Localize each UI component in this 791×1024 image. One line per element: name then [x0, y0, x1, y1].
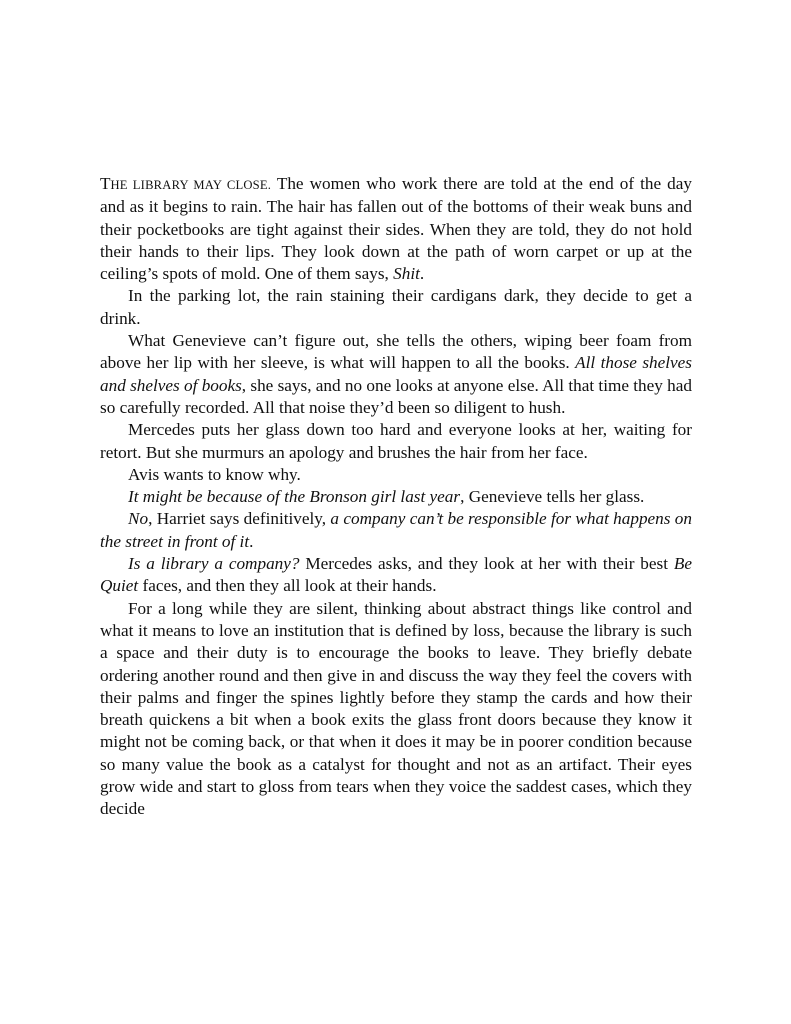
paragraph-text: , she says, and no one looks at anyone else. All that time they had so carefully recorded. All that noise they’d been so diligent to hush.	[100, 375, 692, 417]
opening-cap: T	[100, 174, 111, 193]
paragraph-italic: No	[128, 509, 149, 529]
paragraph-text: , Genevieve tells her glass.	[460, 487, 645, 507]
paragraph-text: For a long while they are silent, thinking about abstract things like control and what it means to love an institution that is defined by loss, because the library is such a space and their duty is to encourage the books to leave. They briefly debate ordering another round and then give in and discuss the way they feel the covers with their palms and finger the spines lightly before they stamp the cards and how their breath quickens a bit when a book exits the glass front doors because they know it might not be coming back, or that when it does it may be in poorer condition because so many value the book as a catalyst for thought and not as an artifact. Their eyes grow wide and start to gloss from tears when they voice the saddest cases, which they decide	[100, 598, 692, 819]
paragraph-library-may-close	[100, 173, 692, 285]
paragraph-bronson-girl	[100, 486, 692, 508]
paragraph-silent-while	[100, 598, 692, 821]
paragraph-text: .	[419, 264, 425, 284]
paragraph-library-company	[100, 553, 692, 598]
paragraph-italic: Is a library a company?	[128, 554, 300, 574]
paragraph-text: Mercedes puts her glass down too hard and everyone looks at her, waiting for retort. But she murmurs an apology and brushes the hair from her face.	[100, 420, 692, 462]
paragraph-italic: a company can’t be responsible for what happens on the street in front of it	[100, 509, 692, 551]
paragraph-text: .	[249, 531, 254, 551]
paragraph-italic: Shit	[393, 264, 420, 284]
paragraph-genevieve-books	[100, 330, 692, 419]
paragraph-text: The women who work there are told at the end of the day and as it begins to rain. The hair has fallen out of the bottoms of their weak buns and their pocketbooks are tight against their sides. When they are told, they do not hold their hands to their lips. They look down at the path of worn carpet or up at the ceiling’s spots of mold. One of them says,	[100, 174, 693, 284]
paragraph-text: Avis wants to know why.	[128, 464, 301, 484]
paragraph-avis-why	[100, 464, 692, 486]
paragraph-harriet-company	[100, 508, 692, 553]
book-page	[100, 173, 692, 821]
paragraph-text: , Harriet says definitively,	[148, 509, 331, 529]
paragraph-text: Mercedes asks, and they look at her with their best	[299, 554, 674, 574]
paragraph-text: In the parking lot, the rain staining their cardigans dark, they decide to get a drink.	[100, 286, 692, 328]
paragraph-text: What Genevieve can’t figure out, she tells the others, wiping beer foam from above her lip with her sleeve, is what will happen to all the books.	[100, 331, 692, 373]
paragraph-mercedes-glass	[100, 419, 692, 464]
paragraph-italic: It might be because of the Bronson girl last year	[128, 487, 461, 507]
paragraph-text: faces, and then they all look at their hands.	[138, 576, 437, 596]
paragraph-italic: Be Quiet	[100, 554, 692, 596]
paragraph-italic: All those shelves and shelves of books	[100, 353, 692, 395]
opening-small-caps: HE LIBRARY MAY CLOSE.	[110, 178, 272, 192]
paragraph-parking-lot	[100, 285, 692, 330]
